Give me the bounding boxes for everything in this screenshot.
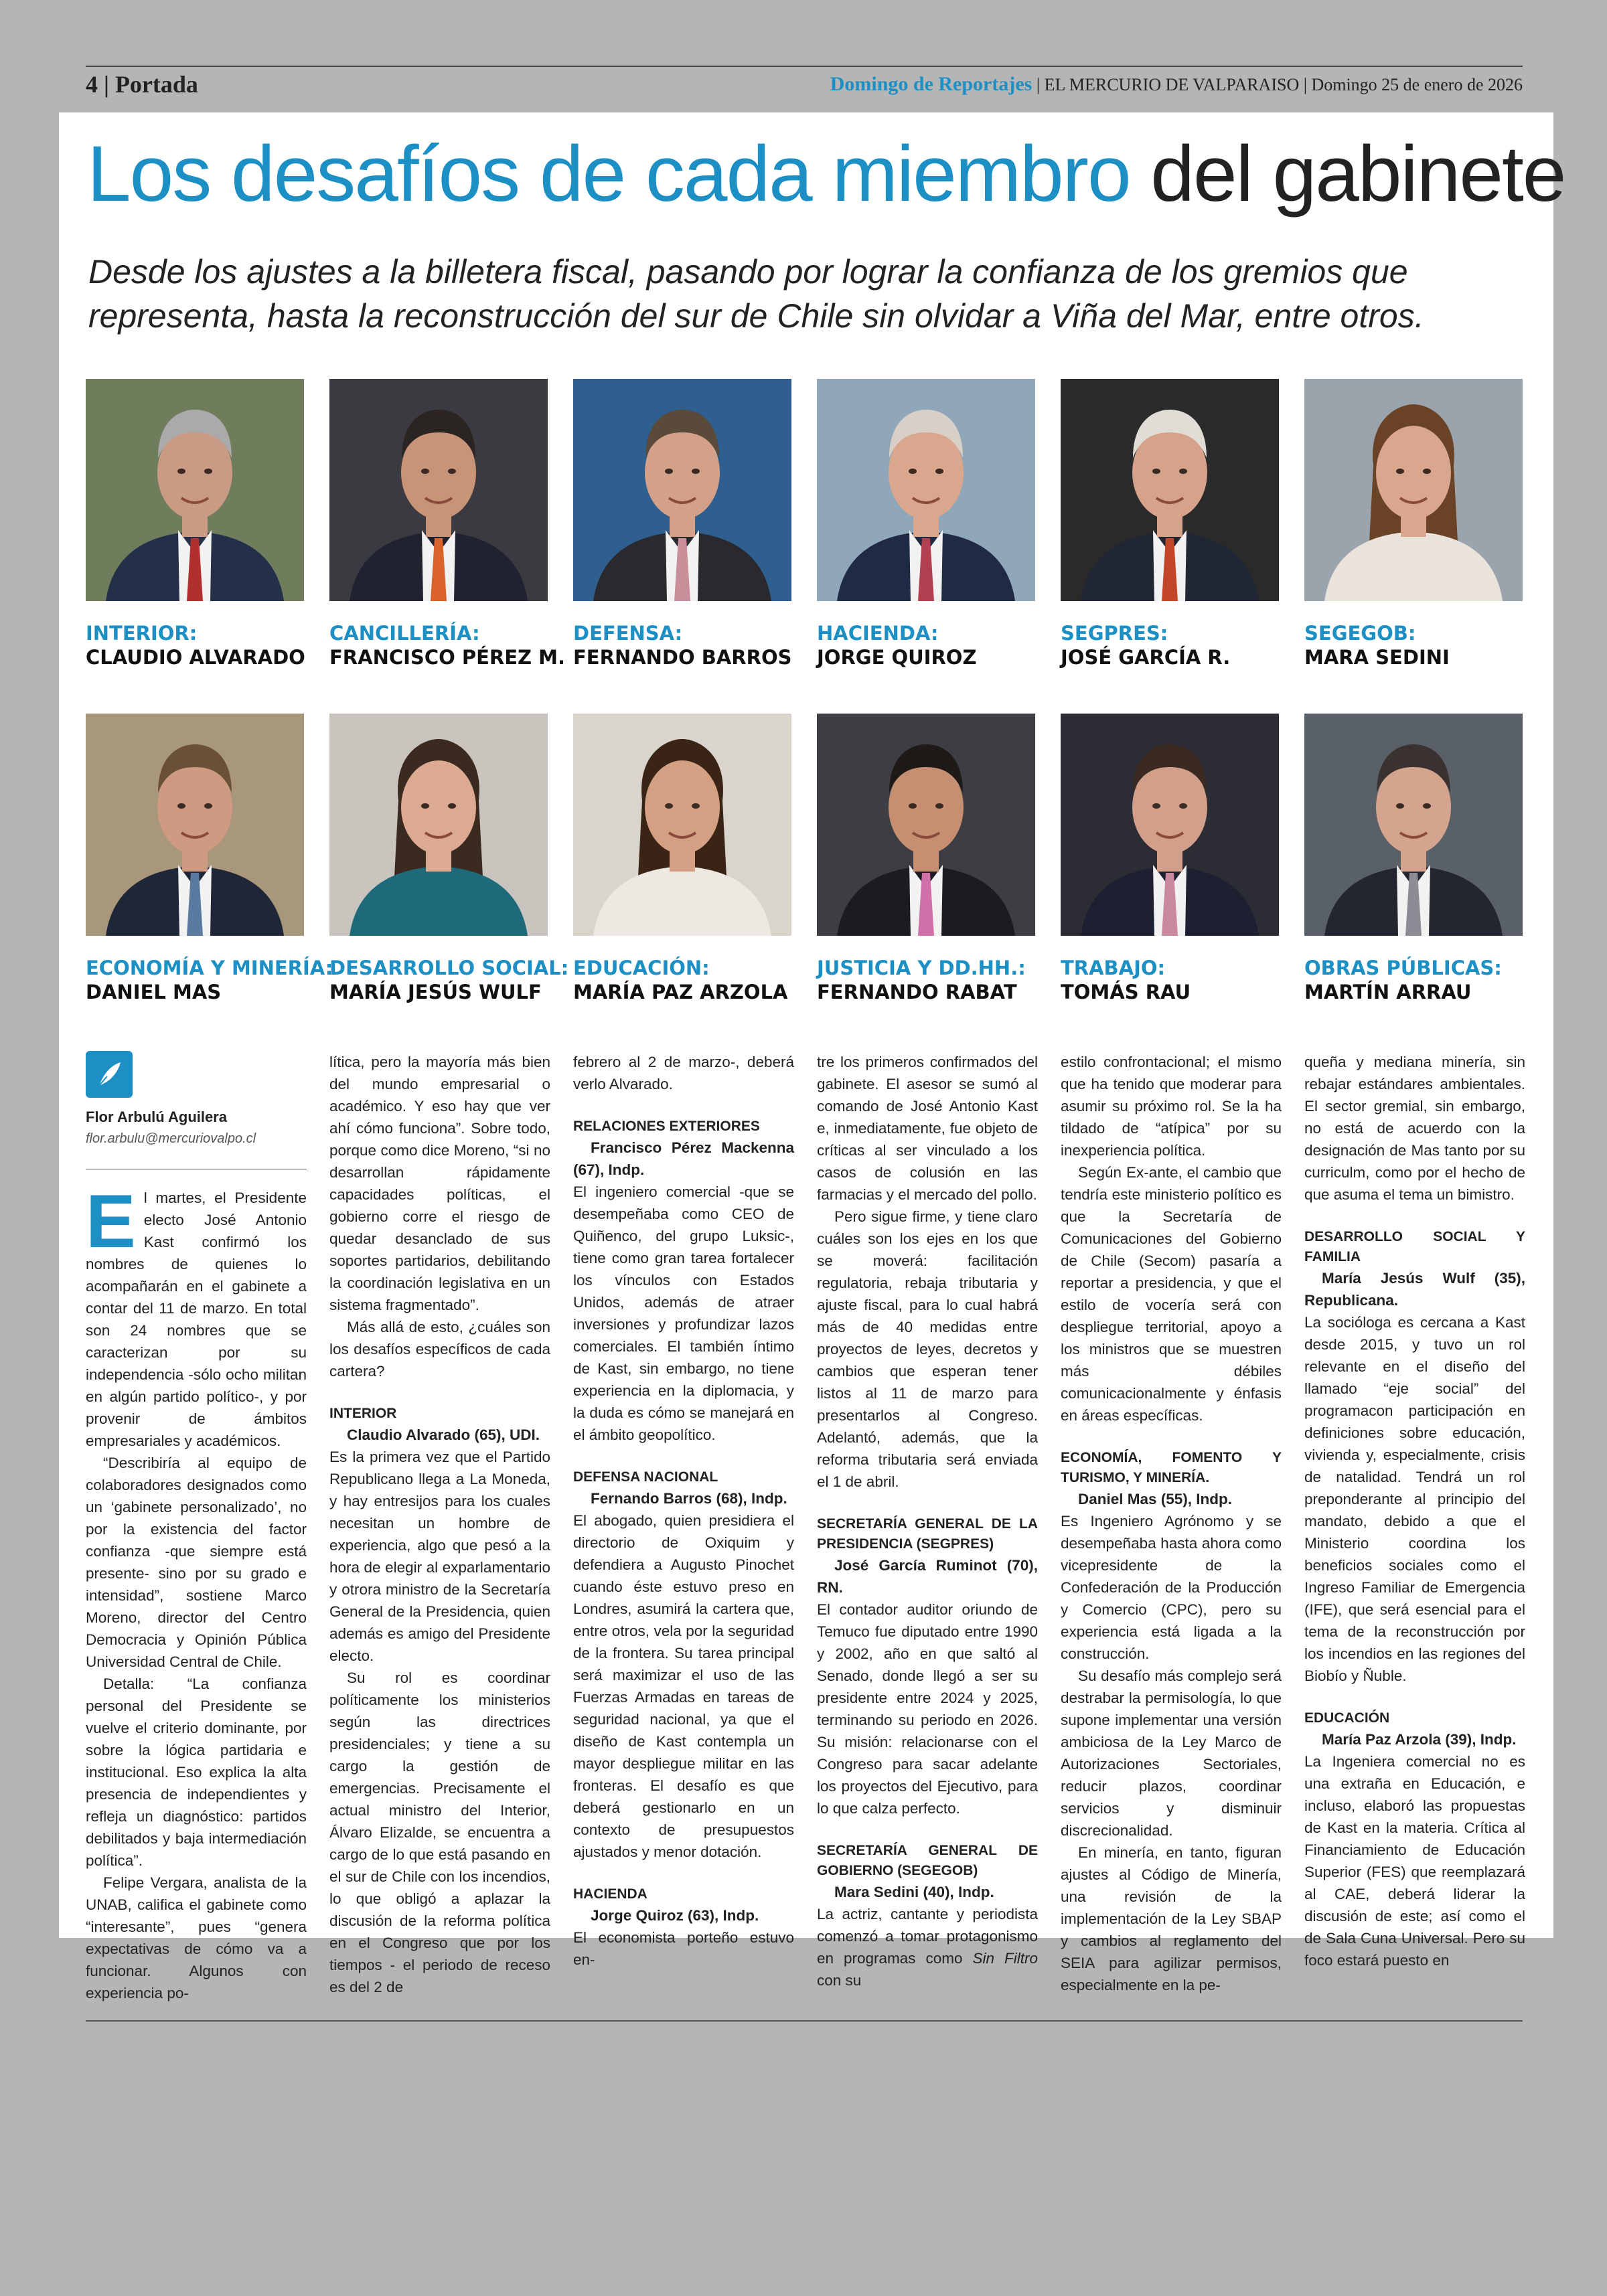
lead-text: l martes, el Presidente electo José Antonio Kast confirmó los nombres de quienes lo acompañarán en el gabinete a contar del 11 de marzo. En total son 24 nombres que se caracterizan por su independencia -sólo ocho militan en algún partido político-, y por provenir de ámbitos empresariales y académicos. <box>86 1190 307 1449</box>
minister-portfolio: EDUCACIÓN: <box>573 957 710 979</box>
drop-cap: E <box>86 1179 136 1263</box>
minister-name: TOMÁS RAU <box>1061 981 1191 1003</box>
minister-name: FERNANDO BARROS <box>573 646 792 669</box>
article-paragraph: Es la primera vez que el Partido Republicano llega a La Moneda, y hay entresijos para los cuales necesitan un hombre de experiencia, algo que pesó a la hora de elegir al exparlamentario y otrora ministro de la Secretaría General de la Presidencia, quien además es amigo del Presidente electo. <box>329 1449 550 1664</box>
author-name: Flor Arbulú Aguilera <box>86 1109 228 1125</box>
minister-card <box>817 714 1035 1004</box>
article-paragraph: Felipe Vergara, analista de la UNAB, califica el gabinete como “interesante”, pues “genera expectativas de cómo va a funcionar. Algunos con experiencia po- <box>86 1874 307 2001</box>
article-paragraph: El ingeniero comercial -que se desempeñaba como CEO de Quiñenco, del grupo Luksic-, tiene como gran tarea fortalecer los vínculos con Estados Unidos, además de atraer inversiones y profundizar lazos comerciales. El también íntimo de Kast, sin embargo, no tiene experiencia en la diplomacia, y la duda es cómo se manejará en el ámbito geopolítico. <box>573 1183 794 1443</box>
quill-icon <box>86 1051 133 1098</box>
portrait-photo <box>86 714 304 936</box>
minister-portfolio: TRABAJO: <box>1061 957 1166 979</box>
minister-portfolio: INTERIOR: <box>86 622 198 645</box>
portrait-photo <box>573 714 791 936</box>
article-column-4 <box>817 1051 1038 1991</box>
minister-name: FERNANDO RABAT <box>817 981 1017 1003</box>
article-paragraph <box>86 1179 307 1452</box>
portrait-photo <box>1304 379 1523 601</box>
minister-byline: María Jesús Wulf (35), Republicana. <box>1304 1270 1525 1309</box>
author-email: flor.arbulu@mercuriovalpo.cl <box>86 1131 256 1146</box>
article-column-1 <box>86 1051 307 2004</box>
minister-byline: Mara Sedini (40), Indp. <box>834 1884 994 1900</box>
paragraph-text: con su <box>817 1972 862 1989</box>
section-subhead: ECONOMÍA, FOMENTO Y TURISMO, Y MINERÍA. <box>1061 1450 1282 1485</box>
portrait-photo <box>1304 714 1523 936</box>
paragraph-text: La actriz, cantante y periodista comenzó a tomar protagonismo en programas como <box>817 1906 1038 1967</box>
article-paragraph: febrero al 2 de marzo-, deberá verlo Alvarado. <box>573 1054 794 1092</box>
article-paragraph: Más allá de esto, ¿cuáles son los desafíos específicos de cada cartera? <box>329 1319 550 1380</box>
article-paragraph <box>817 1903 1038 1991</box>
minister-portfolio: OBRAS PÚBLICAS: <box>1304 957 1502 979</box>
portrait-photo <box>1061 379 1279 601</box>
section-subhead: INTERIOR <box>329 1406 397 1421</box>
minister-name: JOSÉ GARCÍA R. <box>1061 646 1231 669</box>
folio-separator: | <box>104 71 115 98</box>
page-number: 4 <box>86 71 98 98</box>
minister-portfolio: ECONOMÍA Y MINERÍA: <box>86 957 333 979</box>
article-paragraph: La Ingeniera comercial no es una extraña en Educación, e incluso, elaboró las propuestas de Kast en la materia. Crítica al Financiamiento de Educación Superior (FES) que reemplazará al CAE, deberá liderar la discusión de este; así como el de Sala Cuna Universal. Pero su foco estará puesto en <box>1304 1753 1525 1969</box>
article-column-3 <box>573 1051 794 1971</box>
minister-byline: José García Ruminot (70), RN. <box>817 1557 1038 1596</box>
section-subhead: SECRETARÍA GENERAL DE GOBIERNO (SEGEGOB) <box>817 1843 1038 1878</box>
minister-card <box>86 714 333 1004</box>
article-paragraph: lítica, pero la mayoría más bien del mundo empresarial o académico. Y eso hay que ver ahí cómo funciona”. Sobre todo, porque como dice Moreno, “si no desarrollan rápidamente capacidades políticas, el gobierno corre el riesgo de quedar desanclado de sus soportes partidarios, debilitando la coordinación legislativa en un sistema fragmentado”. <box>329 1054 550 1313</box>
headline <box>87 127 1565 222</box>
minister-name: MARÍA PAZ ARZOLA <box>573 981 788 1003</box>
article-paragraph: En minería, en tanto, figuran ajustes al Código de Minería, una revisión de la implementación de la Ley SBAP y cambios al reglamento del SEIA para agilizar permisos, especialmente en la pe- <box>1061 1844 1282 1993</box>
minister-name: MARA SEDINI <box>1304 646 1450 669</box>
masthead-separator-2: | <box>1303 75 1312 94</box>
minister-card <box>573 379 791 669</box>
minister-card <box>86 379 304 669</box>
minister-card <box>329 714 569 1004</box>
footer-rule <box>86 2020 1523 2022</box>
minister-name: DANIEL MAS <box>86 981 222 1003</box>
headline-part-1: Los desafíos de cada miembro <box>87 130 1130 218</box>
minister-portfolio: SEGPRES: <box>1061 622 1168 645</box>
article-paragraph: El abogado, quien presidiera el directorio de Oxiquim y defendiera a Augusto Pinochet cuando éste estuvo preso en Londres, asumirá la cartera que, entre otros, vela por la seguridad de la frontera. Su tarea principal será maximizar el uso de las Fuerzas Armadas en tareas de seguridad nacional, ya que el diseño de Kast contempla un mayor despliegue militar en las fronteras. El desafío es que deberá gestionarlo en un contexto de presupuestos ajustados y menor dotación. <box>573 1512 794 1860</box>
supplement-name: Domingo de Reportajes <box>830 73 1032 95</box>
minister-name: FRANCISCO PÉREZ M. <box>329 646 566 669</box>
minister-card <box>1304 714 1523 1004</box>
article-paragraph: Según Ex-ante, el cambio que tendría este ministerio político es que la Secretaría de Comunicaciones del Gobierno de Chile (Secom) pasaría a reportar a presidencia, y que el estilo de vocería será con despliegue territorial, apoyo a los ministros que se muestren más débiles comunicacionalmente y énfasis en áreas específicas. <box>1061 1164 1282 1424</box>
minister-byline: Claudio Alvarado (65), UDI. <box>347 1426 540 1443</box>
section-subhead: RELACIONES EXTERIORES <box>573 1119 760 1134</box>
section-subhead: SECRETARÍA GENERAL DE LA PRESIDENCIA (SEGPRES) <box>817 1516 1038 1552</box>
portrait-photo <box>817 379 1035 601</box>
minister-card <box>1304 379 1523 669</box>
portrait-photo <box>86 379 304 601</box>
minister-portfolio: SEGEGOB: <box>1304 622 1416 645</box>
minister-name: JORGE QUIROZ <box>817 646 977 669</box>
minister-byline: Francisco Pérez Mackenna (67), Indp. <box>573 1139 794 1178</box>
minister-portfolio: JUSTICIA Y DD.HH.: <box>817 957 1026 979</box>
portrait-photo <box>573 379 791 601</box>
minister-name: MARTÍN ARRAU <box>1304 981 1472 1003</box>
article-column-2 <box>329 1051 550 1998</box>
minister-byline: Daniel Mas (55), Indp. <box>1078 1491 1233 1507</box>
article-paragraph: queña y mediana minería, sin rebajar estándares ambientales. El sector gremial, sin embargo, no está de acuerdo con la designación de Mas tanto por su curriculm, como por el hecho de que asuma el tema un bimistro. <box>1304 1054 1525 1203</box>
program-title: Sin Filtro <box>972 1950 1038 1967</box>
newspaper-name: EL MERCURIO DE VALPARAISO <box>1044 75 1300 94</box>
minister-portfolio: DESARROLLO SOCIAL: <box>329 957 569 979</box>
article-paragraph: estilo confrontacional; el mismo que ha tenido que moderar para asumir su próximo rol. Se la ha tildado de “atípica” por su inexperiencia política. <box>1061 1054 1282 1159</box>
minister-byline: Jorge Quiroz (63), Indp. <box>591 1907 759 1924</box>
article-paragraph: El economista porteño estuvo en- <box>573 1929 794 1968</box>
minister-name: CLAUDIO ALVARADO <box>86 646 305 669</box>
article-paragraph: La socióloga es cercana a Kast desde 2015, y tuvo un rol relevante en el diseño del llamado “eje social” del programacon participación en definiciones sobre educación, vivienda y, especialmente, crisis de natalidad. Tendrá un rol preponderante al principio del mandato, debido a que el Ministerio coordina los beneficios sociales como el Ingreso Familiar de Emergencia (IFE), que será esencial para el tema de la reconstrucción por los incendios en las regiones del Biobío y Ñuble. <box>1304 1314 1525 1684</box>
deck-subtitle: Desde los ajustes a la billetera fiscal, pasando por lograr la confianza de los gremios que representa, hasta la reconstrucción del sur de Chile sin olvidar a Viña del Mar, entre otros. <box>88 253 1424 335</box>
minister-portfolio: HACIENDA: <box>817 622 939 645</box>
minister-card <box>573 714 791 1004</box>
article-paragraph: El contador auditor oriundo de Temuco fue diputado entre 1990 y 2002, año en que saltó al Senado, donde llegó a ser su presidente entre 2024 y 2025, terminando su periodo en 2026. Su misión: relacionarse con el Congreso para sacar adelante los proyectos del Ejecutivo, para lo que calza perfecto. <box>817 1601 1038 1817</box>
portrait-photo <box>329 714 548 936</box>
section-subhead: DEFENSA NACIONAL <box>573 1469 718 1485</box>
minister-card <box>329 379 566 669</box>
minister-card <box>1061 379 1279 669</box>
minister-portfolio: DEFENSA: <box>573 622 683 645</box>
issue-date: Domingo 25 de enero de 2026 <box>1311 75 1523 94</box>
minister-byline: Fernando Barros (68), Indp. <box>591 1490 787 1507</box>
minister-portfolio: CANCILLERÍA: <box>329 622 480 645</box>
minister-byline: María Paz Arzola (39), Indp. <box>1322 1731 1517 1748</box>
article-paragraph: “Describiría al equipo de colaboradores designados como un ‘gabinete personalizado’, no por la existencia del factor confianza -que siempre está presente- sino por su grado e intensidad”, sostiene Marco Moreno, director del Centro Democracia y Opinión Pública Universidad Central de Chile. <box>86 1455 307 1670</box>
portrait-photo <box>1061 714 1279 936</box>
article-paragraph: Es Ingeniero Agrónomo y se desempeñaba hasta ahora como vicepresidente de la Confederación de la Producción y Comercio (CPC), pero su experiencia está ligada a la construcción. <box>1061 1513 1282 1662</box>
section-subhead: HACIENDA <box>573 1886 647 1902</box>
article-paragraph: Su rol es coordinar políticamente los ministerios según las directrices presidenciales; y tiene a su cargo la gestión de emergencias. Precisamente el actual ministro del Interior, Álvaro Elizalde, se encuentra a cargo de lo que está pasando en el sur de Chile con los incendios, lo que obligó a aplazar la discusión de la reforma política en el Congreso que por los tiempos - el periodo de receso es del 2 de <box>329 1669 550 1995</box>
article-paragraph: Su desafío más complejo será destrabar la permisología, lo que supone implementar una versión ambiciosa de la Ley Marco de Autorizaciones Sectoriales, reducir plazos, coordinar servicios y disminuir discrecionalidad. <box>1061 1667 1282 1839</box>
article-column-5 <box>1061 1051 1282 1996</box>
section-subhead: DESARROLLO SOCIAL Y FAMILIA <box>1304 1229 1525 1264</box>
headline-part-2: del gabinete <box>1150 130 1565 218</box>
section-subhead: EDUCACIÓN <box>1304 1710 1390 1726</box>
page-folio <box>86 70 198 98</box>
minister-card <box>817 379 1035 669</box>
minister-card <box>1061 714 1279 1004</box>
minister-name: MARÍA JESÚS WULF <box>329 981 542 1003</box>
portrait-photo <box>329 379 548 601</box>
article-column-6 <box>1304 1051 1525 1971</box>
masthead-separator-1: | <box>1036 75 1045 94</box>
portrait-photo <box>817 714 1035 936</box>
article-paragraph: Pero sigue firme, y tiene claro cuáles son los ejes en los que se moverá: facilitación regulatoria, rebaja tributaria y ajuste fiscal, para lo cual habrá más de 40 medidas entre proyectos de leyes, decretos y cambios que esperan tener listos al 11 de marzo para presentarlos al Congreso. Adelantó, además, que la reforma tributaria será enviada el 1 de abril. <box>817 1208 1038 1490</box>
section-name: Portada <box>114 71 198 98</box>
masthead-line <box>830 73 1523 96</box>
article-paragraph: Detalla: “La confianza personal del Presidente se vuelve el criterio dominante, por sobre la lógica partidaria e institucional. Eso explica la alta presencia de independientes y refleja un diagnóstico: partidos debilitados y baja intermediación política”. <box>86 1675 307 1869</box>
newspaper-page <box>59 112 1565 2001</box>
page-header <box>86 66 1523 103</box>
article-paragraph: tre los primeros confirmados del gabinete. El asesor se sumó al comando de José Antonio Kast e, inmediatamente, fue objeto de críticas al ser vinculado a los casos de colusión en las farmacias y el mercado del pollo. <box>817 1054 1038 1203</box>
